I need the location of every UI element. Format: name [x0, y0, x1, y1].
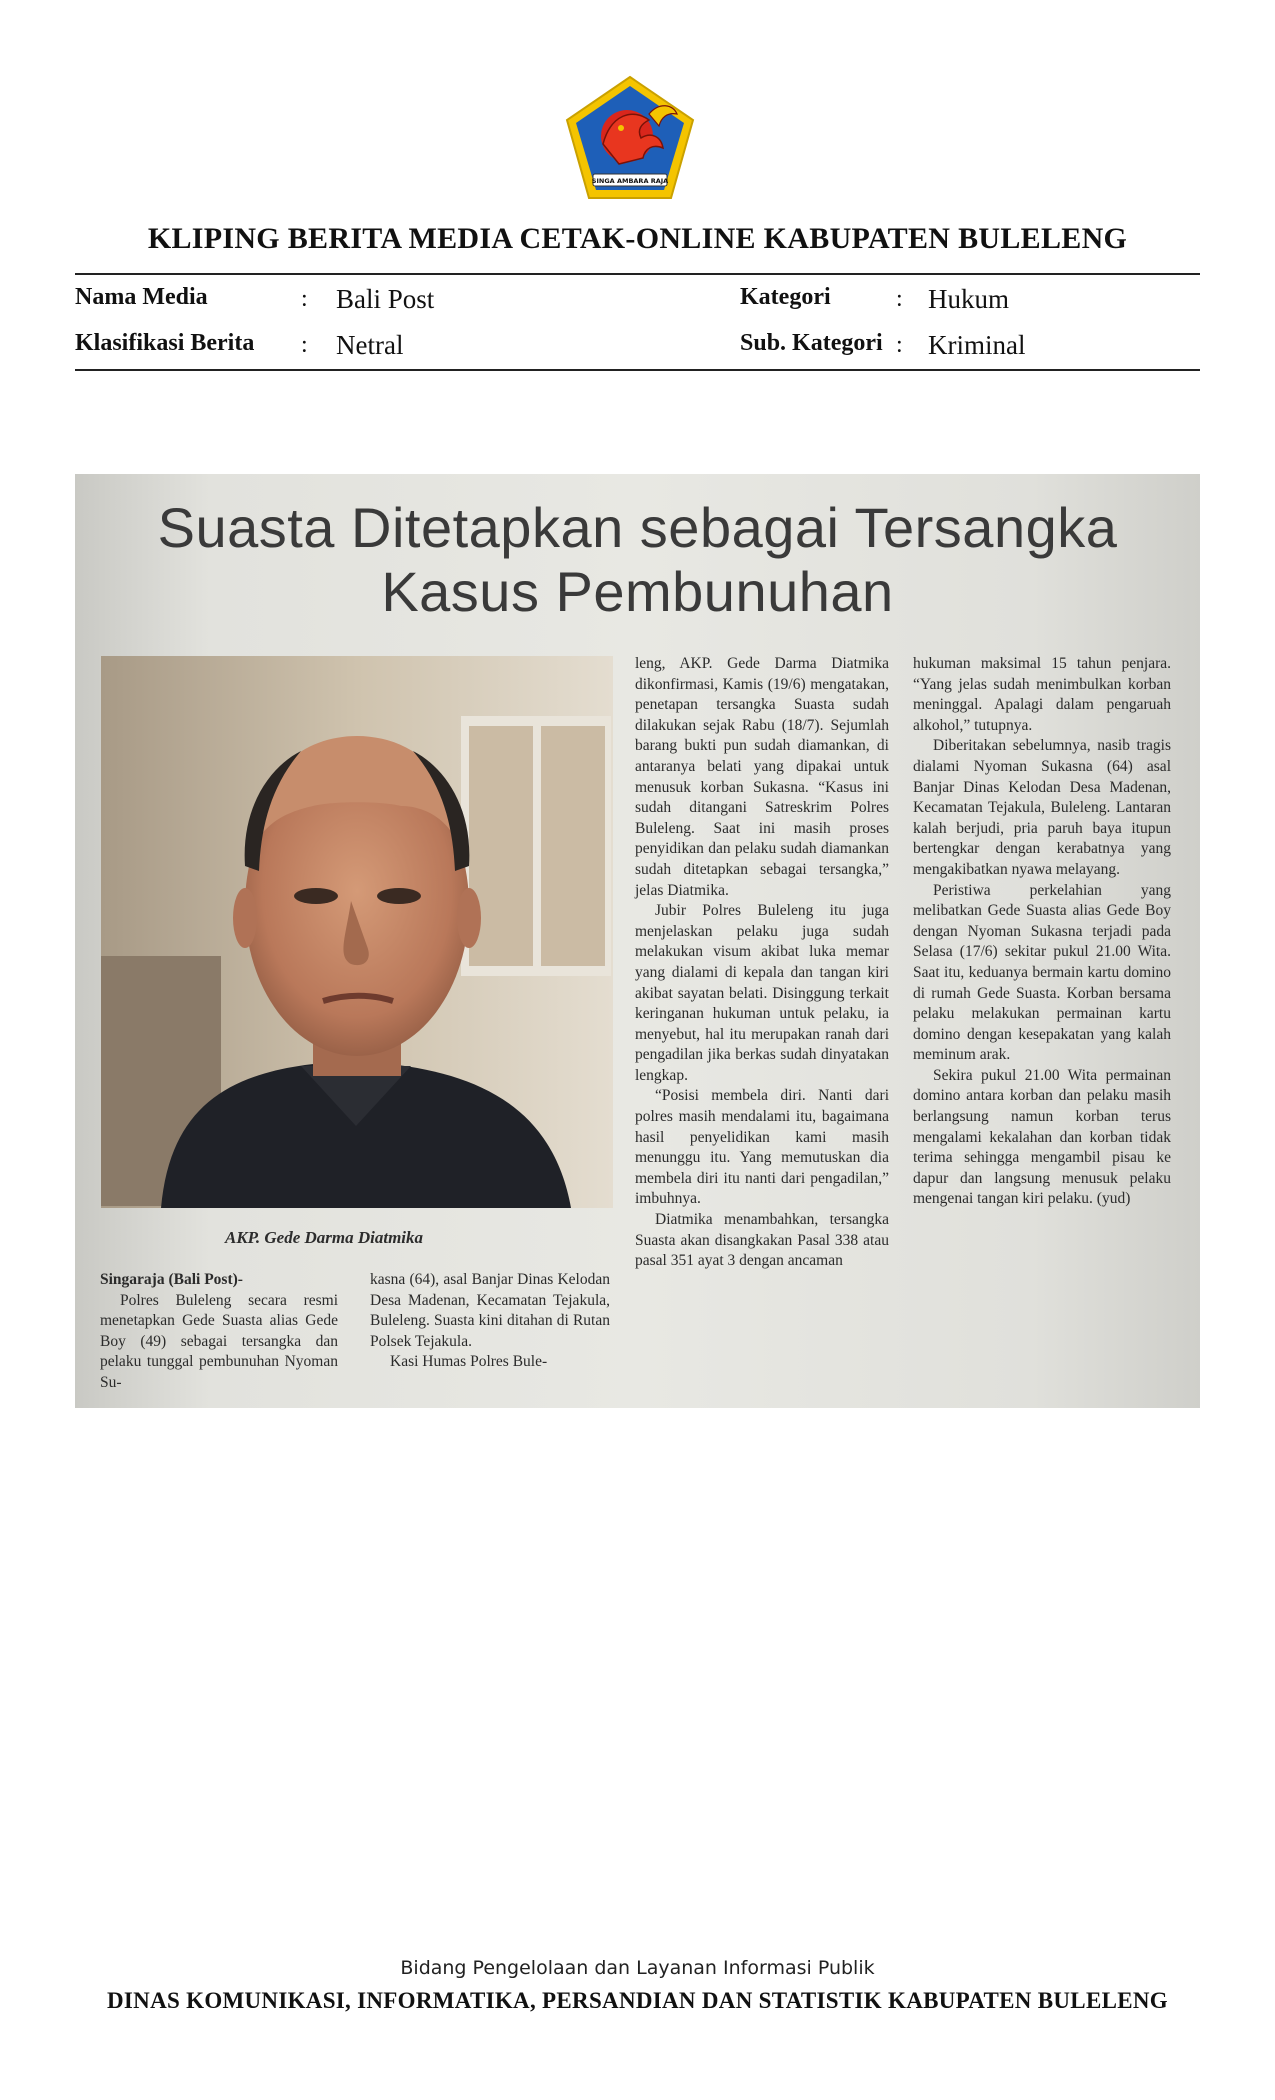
col1-paragraph-1: Polres Buleleng secara resmi menetapkan Gede Suasta alias Gede Boy (49) sebagai tersangka dan pelaku tunggal pembunuhan Nyoman Su- [100, 1291, 338, 1391]
emblem-motto: SINGA AMBARA RAJA [591, 177, 669, 185]
footer-department: Bidang Pengelolaan dan Layanan Informasi Publik [400, 1957, 875, 1979]
col4-paragraph-2: Diberitakan sebelumnya, nasib tragis dialami Nyoman Sukasna (64) asal Banjar Dinas Kelodan Desa Madenan, Kecamatan Tejakula, Buleleng. Lantaran kalah berjudi, pria paruh baya itupun bertengkar dengan kerabatnya yang mengakibatkan nyawa melayang. [913, 737, 1171, 878]
buleleng-emblem-icon [563, 74, 697, 202]
category-colon: : [896, 286, 903, 312]
col2-paragraph-2: Kasi Humas Polres Bule- [390, 1353, 548, 1371]
subcategory-value: Kriminal [928, 330, 1026, 360]
portrait-photo [101, 656, 613, 1208]
col3-paragraph-2: Jubir Polres Buleleng itu juga menjelaskan pelaku juga sudah melakukan visum akibat luka memar yang dialami di kepala dan tangan kiri akibat sayatan belati. Disinggung terkait keringanan hukuman untuk pelaku, ia menyebut, hal itu merupakan ranah dari pengadilan jika berkas sudah dinyatakan lengkap. [635, 902, 889, 1084]
clipping-headline [75, 496, 1200, 624]
article-column-4 [913, 654, 1171, 1210]
article-column-3 [635, 654, 889, 1272]
newspaper-clipping [75, 474, 1200, 1408]
classification-label: Klasifikasi Berita [75, 330, 255, 356]
headline-line-2: Kasus Pembunuhan [381, 560, 894, 623]
article-column-2 [370, 1270, 610, 1373]
col4-paragraph-4: Sekira pukul 21.00 Wita permainan domino antara korban dan pelaku masih berlangsung namun korban terus mengalami kekalahan dan korban tidak terima sehingga mengambil pisau ke dapur dan langsung menusuk pelaku mengenai tangan kiri pelaku. (yud) [913, 1066, 1171, 1208]
category-value: Hukum [928, 284, 1009, 314]
col2-paragraph-1: kasna (64), asal Banjar Dinas Kelodan Desa Madenan, Kecamatan Tejakula, Buleleng. Suasta kini ditahan di Rutan Polsek Tejakula. [370, 1271, 610, 1350]
subcategory-colon: : [896, 332, 903, 358]
col4-paragraph-3: Peristiwa perkelahian yang melibatkan Gede Suasta alias Gede Boy dengan Nyoman Sukasna terjadi pada Selasa (17/6) sekitar pukul 21.00 Wita. Saat itu, keduanya bermain kartu domino di rumah Gede Suasta. Korban bersama pelaku melakukan permainan kartu domino dengan kesepakatan yang kalah meminum arak. [913, 881, 1171, 1064]
col4-paragraph-1: hukuman maksimal 15 tahun penjara. “Yang jelas sudah menimbulkan korban meninggal. Apalagi dalam pengaruah alkohol,” tutupnya. [913, 655, 1171, 734]
media-label: Nama Media [75, 284, 208, 310]
dateline: Singaraja (Bali Post)- [100, 1271, 243, 1288]
col3-paragraph-3: “Posisi membela diri. Nanti dari polres masih mendalami itu, bagaimana hasil penyelidikan kami masih menunggu itu. Yang memutuskan dia membela diri itu nanti dari pengadilan,” imbuhnya. [635, 1087, 889, 1208]
footer-agency: DINAS KOMUNIKASI, INFORMATIKA, PERSANDIAN DAN STATISTIK KABUPATEN BULELENG [107, 1988, 1168, 2013]
media-value: Bali Post [336, 284, 435, 314]
classification-colon: : [301, 332, 308, 358]
photo-caption: AKP. Gede Darma Diatmika [225, 1228, 424, 1247]
media-colon: : [301, 286, 308, 312]
subcategory-label: Sub. Kategori [740, 330, 883, 356]
category-label: Kategori [740, 284, 831, 310]
divider-bottom [75, 369, 1200, 371]
col3-paragraph-1: leng, AKP. Gede Darma Diatmika dikonfirmasi, Kamis (19/6) mengatakan, penetapan tersangka Suasta sudah dilakukan sejak Rabu (18/7). Sejumlah barang bukti pun sudah diamankan, di antaranya belati yang dipakai untuk menusuk korban Sukasna. “Kasus ini sudah ditangani Satreskrim Polres Buleleng. Saat ini masih proses penyidikan dan pelaku sudah diamankan sudah ditetapkan sebagai tersangka,” jelas Diatmika. [635, 655, 889, 899]
document-title: KLIPING BERITA MEDIA CETAK-ONLINE KABUPATEN BULELENG [147, 222, 1128, 255]
classification-value: Netral [336, 330, 404, 360]
article-column-1 [100, 1270, 338, 1394]
divider-top [75, 273, 1200, 275]
col3-paragraph-4: Diatmika menambahkan, tersangka Suasta akan disangkakan Pasal 338 atau pasal 351 ayat 3 dengan ancaman [635, 1211, 889, 1270]
headline-line-1: Suasta Ditetapkan sebagai Tersangka [157, 496, 1118, 559]
